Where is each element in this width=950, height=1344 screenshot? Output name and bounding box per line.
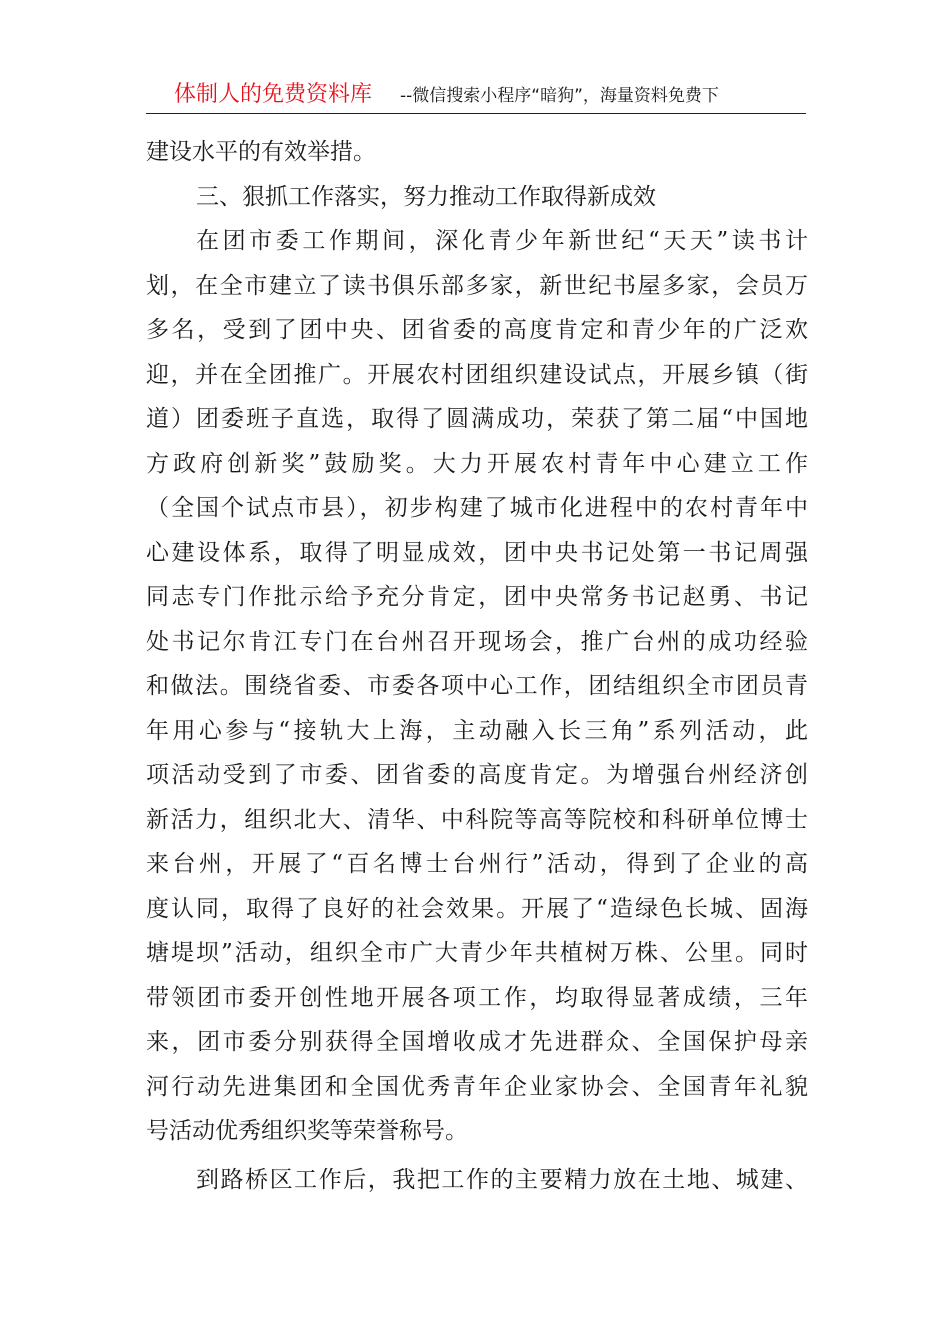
text-line: 和做法。围绕省委、市委各项中心工作，团结组织全市团员青 — [146, 673, 808, 699]
text-line: 方政府创新奖”鼓励奖。大力开展农村青年中心建立工作 — [146, 450, 808, 477]
text-line: 新活力，组织北大、清华、中科院等高等院校和科研单位博士 — [146, 806, 808, 833]
text-line: 河行动先进集团和全国优秀青年企业家协会、全国青年礼貌 — [146, 1073, 808, 1100]
text-line: （全国个试点市县），初步构建了城市化进程中的农村青年中 — [146, 495, 808, 521]
page-header — [146, 78, 806, 114]
section-heading: 三、狠抓工作落实，努力推动工作取得新成效 — [196, 183, 656, 210]
text-line: 来，团市委分别获得全国增收成才先进群众、全国保护母亲 — [146, 1029, 808, 1055]
text-line: 迎，并在全团推广。开展农村团组织建设试点，开展乡镇（街 — [146, 361, 808, 388]
document-body — [146, 130, 808, 1202]
text-line: 来台州，开展了“百名博士台州行”活动，得到了企业的高 — [146, 851, 808, 877]
text-line: 在团市委工作期间，深化青少年新世纪“天天”读书计 — [196, 228, 808, 254]
header-brand: 体制人的免费资料库 — [174, 82, 373, 107]
text-line: 建设水平的有效举措。 — [146, 139, 376, 165]
text-line: 度认同，取得了良好的社会效果。开展了“造绿色长城、固海 — [146, 895, 808, 922]
text-line: 年用心参与“接轨大上海，主动融入长三角”系列活动，此 — [146, 717, 808, 744]
text-line: 到路桥区工作后，我把工作的主要精力放在土地、城建、 — [196, 1166, 808, 1193]
header-tagline: --微信搜索小程序“暗狗”，海量资料免费下 — [400, 86, 719, 106]
text-line: 同志专门作批示给予充分肯定，团中央常务书记赵勇、书记 — [146, 584, 808, 610]
text-line: 处书记尔肯江专门在台州召开现场会，推广台州的成功经验 — [146, 628, 808, 655]
text-line: 心建设体系，取得了明显成效，团中央书记处第一书记周强 — [146, 539, 808, 566]
text-line: 多名，受到了团中央、团省委的高度肯定和青少年的广泛欢 — [146, 317, 808, 343]
text-line: 划，在全市建立了读书俱乐部多家，新世纪书屋多家，会员万 — [146, 272, 808, 299]
text-line: 号活动优秀组织奖等荣誉称号。 — [146, 1118, 468, 1144]
text-line: 项活动受到了市委、团省委的高度肯定。为增强台州经济创 — [146, 762, 808, 788]
text-line: 带领团市委开创性地开展各项工作，均取得显著成绩，三年 — [146, 984, 808, 1011]
text-line: 塘堤坝”活动，组织全市广大青少年共植树万株、公里。同时 — [146, 940, 808, 966]
text-line: 道）团委班子直选，取得了圆满成功，荣获了第二届“中国地 — [146, 406, 808, 432]
